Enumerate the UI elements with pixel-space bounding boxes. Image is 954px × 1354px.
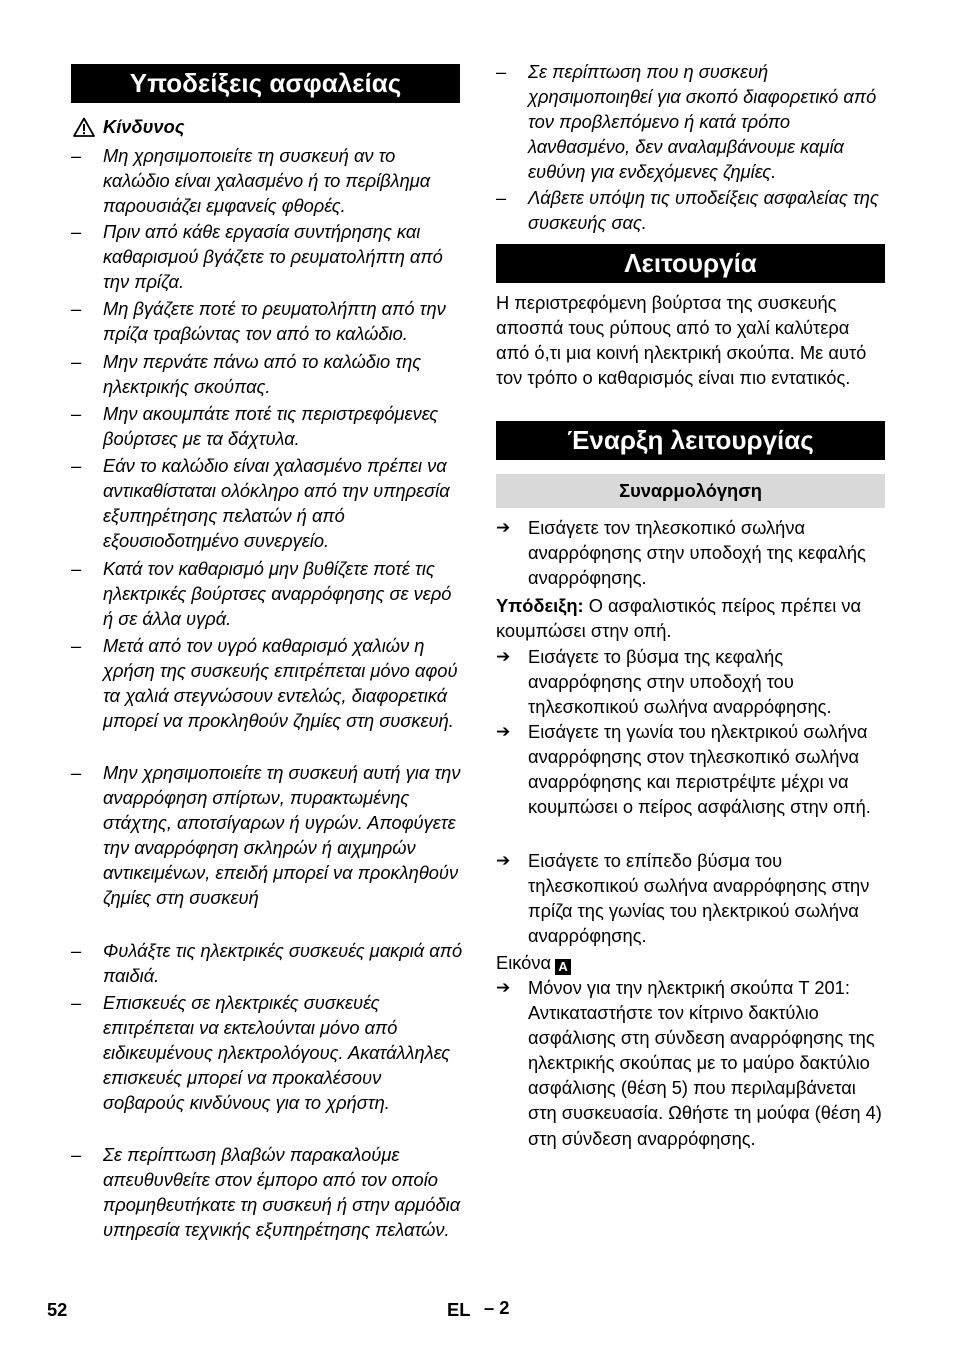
dash-marker: – — [496, 187, 507, 208]
language-code: EL — [447, 1299, 471, 1320]
dash-marker: – — [71, 403, 82, 424]
dash-marker: – — [71, 298, 82, 319]
dash-marker: – — [71, 145, 82, 166]
dash-marker: – — [71, 1144, 82, 1165]
list-item-text: Μην χρησιμοποιείτε τη συσκευή αυτή για την αναρρόφηση σπίρτων, πυρακτωμένης στάχτης, αποτσίγαρων ή υγρών. Αποφύγετε την αναρρόφηση σκληρών ή αιχμηρών αντικειμένων, επειδή μπορεί να προκληθούν ζημίες στη συσκευή — [103, 762, 461, 909]
list-item-text: Φυλάξτε τις ηλεκτρικές συσκευές μακριά από παιδιά. — [103, 940, 463, 987]
figure-label: Εικόνα — [496, 952, 552, 973]
list-item-text: Μετά από τον υγρό καθαρισμό χαλιών η χρήση της συσκευής επιτρέπεται μόνο αφού τα χαλιά στεγνώσουν εντελώς, διαφορετικά μπορεί να προκληθούν ζημίες στη συσκευή. — [103, 635, 458, 732]
list-item-text: Μην περνάτε πάνω από το καλώδιο της ηλεκτρικής σκούπας. — [103, 351, 422, 398]
dash-marker: – — [71, 762, 82, 783]
arrow-right-icon: ➔ — [496, 518, 511, 537]
list-item-text: Σε περίπτωση βλαβών παρακαλούμε απευθυνθείτε στον έμπορο από τον οποίο προμηθευτήκατε τη συσκευή ή στην αρμόδια υπηρεσία τεχνικής εξυπηρέτησης πελατών. — [103, 1144, 461, 1241]
danger-label: Κίνδυνος — [103, 116, 185, 137]
list-item-text: Σε περίπτωση που η συσκευή χρησιμοποιηθεί για σκοπό διαφορετικό από τον προβλεπόμενο ή κατά τρόπο λανθασμένο, δεν αναλαμβάνουμε καμία ευθύνη για ενδεχόμενες ζημίες. — [528, 61, 877, 183]
note-paragraph — [496, 593, 885, 643]
step-text: Εισάγετε τη γωνία του ηλεκτρικού σωλήνα αναρρόφησης στον τηλεσκοπικό σωλήνα αναρρόφησης και περιστρέψτε μέχρι να κουμπώσει ο πείρος ασφάλισης στην οπή. — [528, 721, 871, 818]
safety-heading: Υποδείξεις ασφαλείας — [71, 64, 460, 103]
note-label: Υπόδειξη: — [496, 595, 584, 616]
dash-marker: – — [71, 351, 82, 372]
list-item-text: Λάβετε υπόψη τις υποδείξεις ασφαλείας της συσκευής σας. — [528, 187, 879, 234]
step-text: Εισάγετε τον τηλεσκοπικό σωλήνα αναρρόφησης στην υποδοχή της κεφαλής αναρρόφησης. — [528, 517, 866, 589]
dash-marker: – — [71, 940, 82, 961]
page-number: 52 — [47, 1299, 68, 1320]
arrow-right-icon: ➔ — [496, 978, 511, 997]
dash-marker: – — [71, 455, 82, 476]
dash-marker: – — [71, 221, 82, 242]
list-item-text: Μη χρησιμοποιείτε τη συσκευή αν το καλώδιο είναι χαλασμένο ή το περίβλημα παρουσιάζει εμφανείς φθορές. — [103, 145, 431, 217]
step-text: Εισάγετε το βύσμα της κεφαλής αναρρόφησης στην υποδοχή του τηλεσκοπικού σωλήνα αναρρόφησης. — [528, 646, 832, 718]
figure-reference — [496, 950, 885, 975]
arrow-right-icon: ➔ — [496, 851, 511, 870]
step-text: Μόνον για την ηλεκτρική σκούπα T 201: Αντικαταστήστε τον κίτρινο δακτύλιο ασφάλισης στη σύνδεση αναρρόφησης της ηλεκτρικής σκούπας με το μαύρο δακτύλιο ασφάλισης (θέση 5) που περιλαμβάνεται στη συσκευασία. Ωθήστε τη μούφα (θέση 4) στη σύνδεση αναρρόφησης. — [528, 977, 882, 1149]
operation-heading: Λειτουργία — [496, 244, 885, 283]
list-item-text: Επισκευές σε ηλεκτρικές συσκευές επιτρέπεται να εκτελούνται μόνο από ειδικευμένους ηλεκτρολόγους. Ακατάλληλες επισκευές μπορεί να προκαλέσουν σοβαρούς κινδύνους για το χρήστη. — [103, 992, 451, 1114]
dash-marker: – — [71, 558, 82, 579]
warning-triangle-icon — [73, 117, 95, 137]
note-text: Ο ασφαλιστικός πείρος πρέπει να κουμπώσει στην οπή. — [496, 595, 862, 642]
dash-marker: – — [496, 61, 507, 82]
operation-paragraph: Η περιστρεφόμενη βούρτσα της συσκευής αποσπά τους ρύπους από το χαλί καλύτερα από ό,τι μια κοινή ηλεκτρική σκούπα. Με αυτό τον τρόπο ο καθαρισμός είναι πιο εντατικός. — [496, 292, 867, 389]
dash-marker: – — [71, 992, 82, 1013]
arrow-right-icon: ➔ — [496, 647, 511, 666]
start-operation-heading: Έναρξη λειτουργίας — [496, 421, 885, 460]
figure-ref-badge: A — [555, 959, 571, 975]
list-item-text: Μη βγάζετε ποτέ το ρευματολήπτη από την πρίζα τραβώντας τον από το καλώδιο. — [103, 298, 446, 345]
list-item-text: Κατά τον καθαρισμό μην βυθίζετε ποτέ τις ηλεκτρικές βούρτσες αναρρόφησης σε νερό ή σε άλλα υγρά. — [103, 558, 452, 630]
page-ref: – 2 — [484, 1297, 510, 1318]
arrow-right-icon: ➔ — [496, 722, 511, 741]
list-item-text: Πριν από κάθε εργασία συντήρησης και καθαρισμού βγάζετε το ρευματολήπτη από την πρίζα. — [103, 221, 443, 293]
list-item-text: Μην ακουμπάτε ποτέ τις περιστρεφόμενες βούρτσες με τα δάχτυλα. — [103, 403, 439, 450]
step-text: Εισάγετε το επίπεδο βύσμα του τηλεσκοπικού σωλήνα αναρρόφησης στην πρίζα της γωνίας του ηλεκτρικού σωλήνα αναρρόφησης. — [528, 850, 870, 947]
list-item-text: Εάν το καλώδιο είναι χαλασμένο πρέπει να αντικαθίσταται ολόκληρο από την υπηρεσία εξυπηρέτησης πελατών ή από εξουσιοδοτημένο συνεργείο. — [103, 455, 450, 552]
dash-marker: – — [71, 635, 82, 656]
assembly-subheading: Συναρμολόγηση — [496, 474, 885, 508]
